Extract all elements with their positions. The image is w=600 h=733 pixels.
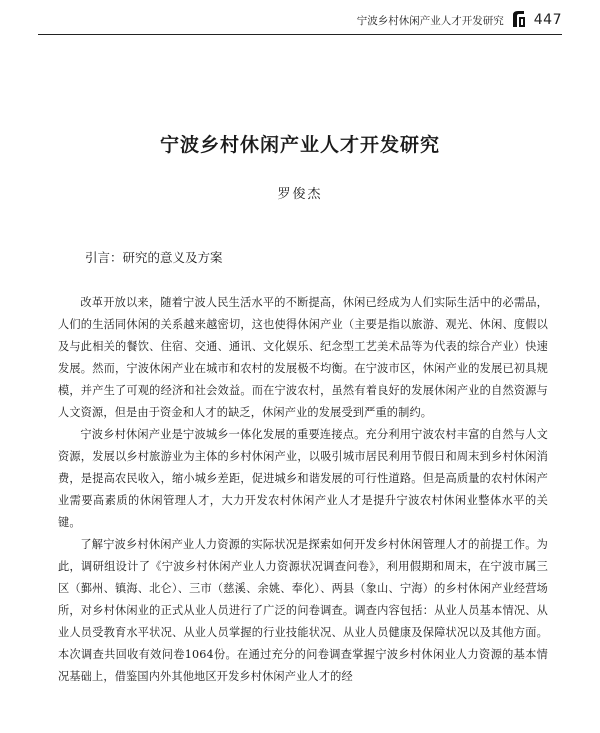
article-title: 宁波乡村休闲产业人才开发研究	[159, 134, 440, 156]
section-heading: 引言：研究的意义及方案	[85, 250, 223, 265]
article-author: 罗俊杰	[277, 187, 323, 202]
body-text	[58, 292, 548, 688]
page-number: 447	[533, 12, 562, 28]
paragraph: 改革开放以来，随着宁波人民生活水平的不断提高，休闲已经成为人们实际生活中的必需品，人们的生活同休闲的关系越来越密切，这也使得休闲产业（主要是指以旅游、观光、休闲、度假以及与此相关的餐饮、住宿、交通、通讯、文化娱乐、纪念型工艺美术品等为代表的综合产业）快速发展。然而，宁波休闲产业在城市和农村的发展极不均衡。在宁波市区，休闲产业的发展已初具规模，并产生了可观的经济和社会效益。而在宁波农村，虽然有着良好的发展休闲产业的自然资源与人文资源，但是由于资金和人才的缺乏，休闲产业的发展受到严重的制约。	[58, 296, 548, 419]
paragraph: 了解宁波乡村休闲产业人力资源的实际状况是探索如何开发乡村休闲管理人才的前提工作。为此，调研组设计了《宁波乡村休闲产业人力资源状况调查问卷》，利用假期和周末，在宁波市属三区（鄞州、镇海、北仑）、三市（慈溪、余姚、奉化）、两县（象山、宁海）的乡村休闲产业经营场所，对乡村休闲业的正式从业人员进行了广泛的问卷调查。调查内容包括：从业人员基本情况、从业人员受教育水平状况、从业人员掌握的行业技能状况、从业人员健康及保障状况以及其他方面。本次调查共回收有效问卷1064份。在通过充分的问卷调查掌握宁波乡村休闲业人力资源的基本情况基础上，借鉴国内外其他地区开发乡村休闲产业人才的经	[58, 538, 548, 683]
paragraph: 宁波乡村休闲产业是宁波城乡一体化发展的重要连接点。充分利用宁波农村丰富的自然与人文资源，发展以乡村旅游业为主体的乡村休闲产业，以吸引城市居民利用节假日和周末到乡村休闲消费，是提高农民收入，缩小城乡差距，促进城乡和谐发展的可行性道路。但是高质量的农村休闲产业需要高素质的休闲管理人才，大力开发农村休闲产业人才是提升宁波农村休闲业整体水平的关键。	[58, 428, 548, 529]
running-title: 宁波乡村休闲产业人才开发研究	[356, 14, 504, 27]
running-header	[357, 10, 562, 30]
header-rule	[38, 34, 562, 35]
journal-logo-icon	[510, 9, 528, 29]
